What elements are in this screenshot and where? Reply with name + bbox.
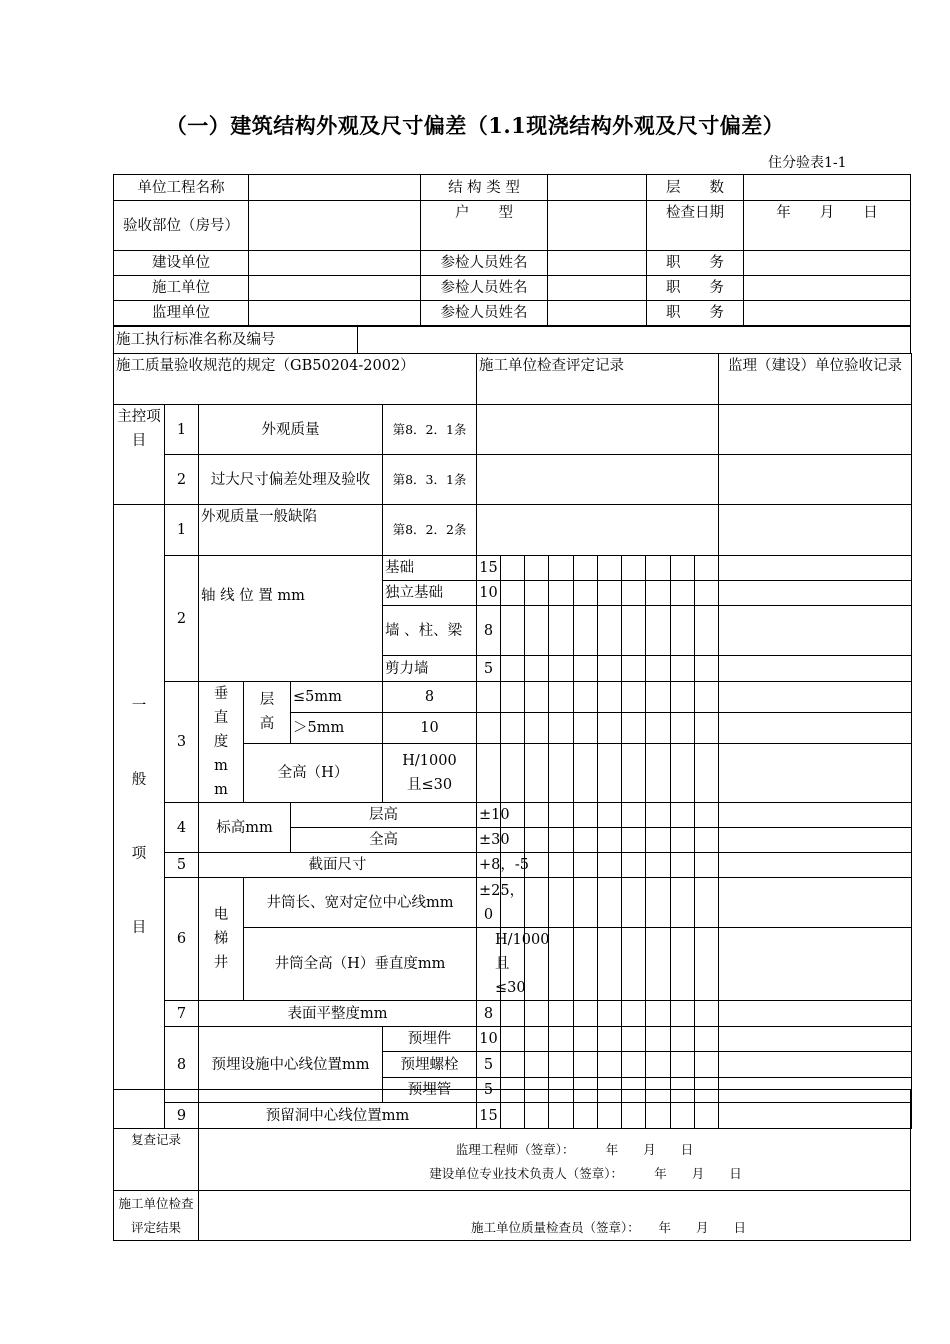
measure-cell[interactable] xyxy=(549,828,574,853)
item-no: 2 xyxy=(165,556,199,682)
sub-item-name: 独立基础 xyxy=(383,581,477,606)
measure-cell[interactable] xyxy=(695,1027,719,1052)
measure-cell[interactable] xyxy=(549,556,574,581)
sub-item-name: 层高 xyxy=(291,803,477,828)
measure-cell[interactable] xyxy=(671,828,695,853)
measure-cell[interactable] xyxy=(525,1027,549,1052)
measure-cell[interactable] xyxy=(695,682,719,713)
result-label: 施工单位检查评定结果 xyxy=(114,1191,199,1241)
contractor-unit-field[interactable] xyxy=(249,276,421,301)
measure-cell[interactable] xyxy=(646,853,671,878)
measure-cell[interactable] xyxy=(574,1027,598,1052)
measure-cell[interactable] xyxy=(719,828,912,853)
measure-cell[interactable] xyxy=(622,712,646,743)
measure-cell[interactable] xyxy=(525,803,549,828)
item-name: 过大尺寸偏差处理及验收 xyxy=(199,455,383,505)
tolerance-value: H/1000且≤30 xyxy=(383,743,477,802)
measure-cell[interactable] xyxy=(549,803,574,828)
measure-cell[interactable] xyxy=(622,1001,646,1027)
measure-cell[interactable] xyxy=(695,1052,719,1078)
supervisor-unit-label: 监理单位 xyxy=(114,301,249,326)
measure-cell[interactable] xyxy=(671,682,695,713)
measure-cell[interactable] xyxy=(501,556,525,581)
measure-cell[interactable] xyxy=(598,712,622,743)
item-no: 1 xyxy=(165,505,199,556)
review-area[interactable] xyxy=(199,1090,911,1191)
item-no: 1 xyxy=(165,405,199,455)
sub-item-name: 基础 xyxy=(383,556,477,581)
contractor-people-field[interactable] xyxy=(548,276,647,301)
measure-cell[interactable] xyxy=(622,556,646,581)
measure-cell[interactable] xyxy=(646,743,671,802)
measure-cell[interactable] xyxy=(574,743,598,802)
supervisor-people-field[interactable] xyxy=(548,301,647,326)
acceptance-cell[interactable] xyxy=(719,505,912,556)
acceptance-cell[interactable] xyxy=(719,682,912,713)
measure-cell[interactable] xyxy=(549,878,574,928)
tolerance-value: +8，-5 xyxy=(477,853,501,878)
measure-cell[interactable] xyxy=(501,1052,525,1078)
house-type-field[interactable] xyxy=(548,201,647,251)
measure-cell[interactable] xyxy=(695,803,719,828)
measure-cell[interactable] xyxy=(646,928,671,1001)
measure-cell[interactable] xyxy=(719,1001,912,1027)
measure-cell[interactable] xyxy=(646,656,671,682)
measure-cell[interactable] xyxy=(549,712,574,743)
structure-type-label: 结 构 类 型 xyxy=(421,175,548,201)
measure-cell[interactable] xyxy=(719,1027,912,1052)
supervisor-people-label: 参检人员姓名 xyxy=(421,301,548,326)
measure-cell[interactable] xyxy=(501,581,525,606)
measure-cell[interactable] xyxy=(646,828,671,853)
measure-cell[interactable] xyxy=(549,853,574,878)
main-control-label: 主控项目 xyxy=(114,405,165,505)
sub-item-name: 井筒长、宽对定位中心线mm xyxy=(244,878,477,928)
check-date-label: 检查日期 xyxy=(647,201,744,251)
sub-item-name: 墙 、柱、梁 xyxy=(383,606,477,656)
tolerance-value: ±25，0 xyxy=(477,878,501,928)
measure-cell[interactable] xyxy=(501,1001,525,1027)
measure-cell[interactable] xyxy=(525,743,549,802)
item-no: 6 xyxy=(165,878,199,1001)
measure-cell[interactable] xyxy=(646,1052,671,1078)
item-no: 8 xyxy=(165,1027,199,1103)
measure-cell[interactable] xyxy=(598,682,622,713)
measure-cell[interactable] xyxy=(622,682,646,713)
standard-label: 施工执行标准名称及编号 xyxy=(114,327,358,354)
project-name-field[interactable] xyxy=(249,175,421,201)
item-clause: 第8．3．1条 xyxy=(383,455,477,505)
measure-cell[interactable] xyxy=(574,928,598,1001)
supervisor-post-label: 职 务 xyxy=(647,301,744,326)
measure-cell[interactable] xyxy=(501,712,525,743)
record-cell[interactable] xyxy=(477,405,719,455)
measure-cell[interactable] xyxy=(671,1001,695,1027)
measure-cell[interactable] xyxy=(622,803,646,828)
measure-cell[interactable] xyxy=(671,556,695,581)
measure-cell[interactable] xyxy=(646,803,671,828)
acceptance-cell[interactable] xyxy=(719,405,912,455)
floors-label: 层 数 xyxy=(647,175,744,201)
sub-item-name: ≤5mm xyxy=(291,682,383,713)
general-label-char: 项 xyxy=(131,845,147,862)
general-items-label xyxy=(114,505,165,1129)
sub-item-name: ＞5mm xyxy=(291,712,383,743)
measure-cell[interactable] xyxy=(622,1052,646,1078)
measure-cell[interactable] xyxy=(695,656,719,682)
measure-cell[interactable] xyxy=(501,1027,525,1052)
measure-cell[interactable] xyxy=(574,682,598,713)
measure-cell[interactable] xyxy=(646,1001,671,1027)
measure-cell[interactable] xyxy=(549,928,574,1001)
measure-cell[interactable] xyxy=(574,581,598,606)
measure-cell[interactable] xyxy=(574,712,598,743)
measure-cell[interactable] xyxy=(525,556,549,581)
measure-cell[interactable] xyxy=(622,743,646,802)
standard-table xyxy=(113,326,911,354)
measure-cell[interactable] xyxy=(574,803,598,828)
item-no: 2 xyxy=(165,455,199,505)
owner-unit-label: 建设单位 xyxy=(114,251,249,276)
tolerance-value: ±30 xyxy=(477,828,501,853)
measure-cell[interactable] xyxy=(622,878,646,928)
measure-cell[interactable] xyxy=(695,712,719,743)
measure-cell[interactable] xyxy=(549,1052,574,1078)
review-label: 复查记录 xyxy=(114,1090,199,1191)
general-label-char: 般 xyxy=(131,771,147,788)
measure-cell[interactable] xyxy=(695,878,719,928)
contractor-post-field[interactable] xyxy=(744,276,911,301)
measure-cell[interactable] xyxy=(477,743,501,802)
measure-cell[interactable] xyxy=(574,656,598,682)
general-label-char: 一 xyxy=(131,697,147,714)
general-label-char: 目 xyxy=(131,919,147,936)
measure-cell[interactable] xyxy=(646,581,671,606)
measure-cell[interactable] xyxy=(477,712,501,743)
measure-cell[interactable] xyxy=(549,656,574,682)
measure-cell[interactable] xyxy=(646,682,671,713)
measure-cell[interactable] xyxy=(549,1027,574,1052)
measure-cell[interactable] xyxy=(622,828,646,853)
measure-cell[interactable] xyxy=(719,928,912,1001)
contractor-people-label: 参检人员姓名 xyxy=(421,276,548,301)
tolerance-value: 5 xyxy=(477,1078,501,1103)
measure-cell[interactable] xyxy=(574,556,598,581)
measure-cell[interactable] xyxy=(525,581,549,606)
inspector-signature: 施工单位质量检查员（签章）： 年 月 日 xyxy=(471,1220,747,1235)
sub-item-name: 全高 xyxy=(291,828,477,853)
measure-cell[interactable] xyxy=(695,606,719,656)
measure-cell[interactable] xyxy=(719,878,912,928)
measure-cell[interactable] xyxy=(525,656,549,682)
measure-cell[interactable] xyxy=(622,1027,646,1052)
item-group: 垂直度mm xyxy=(199,682,244,803)
measure-cell[interactable] xyxy=(671,712,695,743)
item-name: 外观质量一般缺陷 xyxy=(199,505,383,556)
item-group: 预埋设施中心线位置mm xyxy=(199,1027,383,1103)
owner-unit-field[interactable] xyxy=(249,251,421,276)
item-no: 4 xyxy=(165,803,199,853)
item-group: 轴 线 位 置 mm xyxy=(199,556,383,682)
measure-cell[interactable] xyxy=(719,606,912,656)
floors-field[interactable] xyxy=(744,175,911,201)
measure-cell[interactable] xyxy=(719,581,912,606)
measure-cell[interactable] xyxy=(719,803,912,828)
measure-cell[interactable] xyxy=(525,878,549,928)
measure-cell[interactable] xyxy=(525,1001,549,1027)
tolerance-value: ±10 xyxy=(477,803,501,828)
structure-type-field[interactable] xyxy=(548,175,647,201)
measure-cell[interactable] xyxy=(671,581,695,606)
measure-cell[interactable] xyxy=(501,606,525,656)
measure-cell[interactable] xyxy=(549,682,574,713)
measure-cell[interactable] xyxy=(525,828,549,853)
supervisor-post-field[interactable] xyxy=(744,301,911,326)
project-name-label: 单位工程名称 xyxy=(114,175,249,201)
item-name: 表面平整度mm xyxy=(199,1001,477,1027)
header-table xyxy=(113,174,911,326)
form-title: （一）建筑结构外观及尺寸偏差（1.1现浇结构外观及尺寸偏差） xyxy=(165,113,785,138)
measure-cell[interactable] xyxy=(695,581,719,606)
sub-group: 层高 xyxy=(244,682,291,744)
measure-cell[interactable] xyxy=(598,606,622,656)
measure-cell[interactable] xyxy=(574,606,598,656)
item-name: 预留洞中心线位置mm xyxy=(199,1103,477,1129)
acceptance-part-field[interactable] xyxy=(249,201,421,251)
measure-cell[interactable] xyxy=(525,682,549,713)
item-name: 截面尺寸 xyxy=(199,853,477,878)
measure-cell[interactable] xyxy=(695,556,719,581)
measure-cell[interactable] xyxy=(549,743,574,802)
item-clause: 第8．2．1条 xyxy=(383,405,477,455)
measure-cell[interactable] xyxy=(622,656,646,682)
measure-cell[interactable] xyxy=(719,1052,912,1078)
measure-cell[interactable] xyxy=(695,828,719,853)
acceptance-part-label: 验收部位（房号） xyxy=(114,201,249,251)
measure-cell[interactable] xyxy=(574,1001,598,1027)
measure-cell[interactable] xyxy=(671,803,695,828)
measure-cell[interactable] xyxy=(598,853,622,878)
item-name: 外观质量 xyxy=(199,405,383,455)
record-cell[interactable] xyxy=(477,455,719,505)
measure-cell[interactable] xyxy=(501,682,525,713)
measure-cell[interactable] xyxy=(598,656,622,682)
check-date-field[interactable]: 年 月 日 xyxy=(744,201,911,251)
measure-cell[interactable] xyxy=(719,556,912,581)
tolerance-value: 15 xyxy=(477,1103,501,1129)
measure-cell[interactable] xyxy=(574,828,598,853)
tolerance-value: 15 xyxy=(477,556,501,581)
measure-cell[interactable] xyxy=(671,1052,695,1078)
contractor-record-header: 施工单位检查评定记录 xyxy=(477,354,719,405)
acceptance-cell[interactable] xyxy=(719,743,912,802)
measure-cell[interactable] xyxy=(671,853,695,878)
measure-cell[interactable] xyxy=(598,581,622,606)
tolerance-value: 10 xyxy=(477,1027,501,1052)
acceptance-cell[interactable] xyxy=(719,455,912,505)
measure-cell[interactable] xyxy=(671,743,695,802)
measure-cell[interactable] xyxy=(598,556,622,581)
measure-cell[interactable] xyxy=(622,853,646,878)
tolerance-value: 8 xyxy=(477,606,501,656)
supervisor-signature: 监理工程师（签章）： 年 月 日 xyxy=(455,1142,694,1157)
owner-signature: 建设单位专业技术负责人（签章）： 年 月 日 xyxy=(429,1166,742,1181)
acceptance-cell[interactable] xyxy=(719,712,912,743)
item-group: 标高mm xyxy=(199,803,291,853)
tolerance-value: 8 xyxy=(383,682,477,713)
measure-cell[interactable] xyxy=(646,712,671,743)
tolerance-value: H/1000且≤30 xyxy=(477,928,501,1001)
tolerance-value: 5 xyxy=(477,1052,501,1078)
spec-header: 施工质量验收规范的规定（GB50204-2002） xyxy=(114,354,477,405)
item-no: 7 xyxy=(165,1001,199,1027)
measure-cell[interactable] xyxy=(646,606,671,656)
measure-cell[interactable] xyxy=(525,606,549,656)
measure-cell[interactable] xyxy=(646,556,671,581)
sub-item-name: 预埋管 xyxy=(383,1078,477,1103)
house-type-label: 户 型 xyxy=(421,201,548,251)
contractor-post-label: 职 务 xyxy=(647,276,744,301)
item-no: 5 xyxy=(165,853,199,878)
signoff-table xyxy=(113,1089,911,1241)
measure-cell[interactable] xyxy=(646,1027,671,1052)
record-cell[interactable] xyxy=(477,505,719,556)
measure-cell[interactable] xyxy=(598,743,622,802)
sub-item-name: 全高（H） xyxy=(244,743,383,802)
sub-item-name: 预埋件 xyxy=(383,1027,477,1052)
item-group: 电梯井 xyxy=(199,878,244,1001)
measure-cell[interactable] xyxy=(501,743,525,802)
standard-field[interactable] xyxy=(358,327,911,354)
item-no: 3 xyxy=(165,682,199,803)
measure-cell[interactable] xyxy=(574,853,598,878)
measure-cell[interactable] xyxy=(477,682,501,713)
supervisor-unit-field[interactable] xyxy=(249,301,421,326)
tolerance-value: 8 xyxy=(477,1001,501,1027)
measure-cell[interactable] xyxy=(671,656,695,682)
measure-cell[interactable] xyxy=(574,878,598,928)
measure-cell[interactable] xyxy=(695,853,719,878)
measure-cell[interactable] xyxy=(574,1052,598,1078)
measure-cell[interactable] xyxy=(598,928,622,1001)
measure-cell[interactable] xyxy=(671,1027,695,1052)
sub-item-name: 井筒全高（H）垂直度mm xyxy=(244,928,477,1001)
measure-cell[interactable] xyxy=(598,878,622,928)
measure-cell[interactable] xyxy=(598,1027,622,1052)
measure-cell[interactable] xyxy=(549,1001,574,1027)
measure-cell[interactable] xyxy=(622,606,646,656)
measure-cell[interactable] xyxy=(598,803,622,828)
measure-cell[interactable] xyxy=(671,878,695,928)
measure-cell[interactable] xyxy=(719,853,912,878)
tolerance-value: 10 xyxy=(383,712,477,743)
inspection-table xyxy=(113,353,912,1129)
measure-cell[interactable] xyxy=(525,1052,549,1078)
item-clause: 第8．2．2条 xyxy=(383,505,477,556)
measure-cell[interactable] xyxy=(671,928,695,1001)
measure-cell[interactable] xyxy=(695,1001,719,1027)
measure-cell[interactable] xyxy=(525,712,549,743)
measure-cell[interactable] xyxy=(719,656,912,682)
measure-cell[interactable] xyxy=(598,1001,622,1027)
measure-cell[interactable] xyxy=(501,656,525,682)
tolerance-value: 5 xyxy=(477,656,501,682)
supervisor-record-header: 监理（建设）单位验收记录 xyxy=(719,354,912,405)
owner-people-field[interactable] xyxy=(548,251,647,276)
measure-cell[interactable] xyxy=(622,581,646,606)
owner-people-label: 参检人员姓名 xyxy=(421,251,548,276)
measure-cell[interactable] xyxy=(549,581,574,606)
result-area[interactable] xyxy=(199,1191,911,1241)
owner-post-field[interactable] xyxy=(744,251,911,276)
owner-post-label: 职 务 xyxy=(647,251,744,276)
measure-cell[interactable] xyxy=(598,1052,622,1078)
form-code: 住分验表1-1 xyxy=(768,155,847,171)
contractor-unit-label: 施工单位 xyxy=(114,276,249,301)
measure-cell[interactable] xyxy=(695,928,719,1001)
tolerance-value: 10 xyxy=(477,581,501,606)
measure-cell[interactable] xyxy=(598,828,622,853)
item-no: 9 xyxy=(165,1103,199,1129)
measure-cell[interactable] xyxy=(549,606,574,656)
sub-item-name: 剪力墙 xyxy=(383,656,477,682)
measure-cell[interactable] xyxy=(622,928,646,1001)
measure-cell[interactable] xyxy=(695,743,719,802)
measure-cell[interactable] xyxy=(671,606,695,656)
sub-item-name: 预埋螺栓 xyxy=(383,1052,477,1078)
measure-cell[interactable] xyxy=(646,878,671,928)
